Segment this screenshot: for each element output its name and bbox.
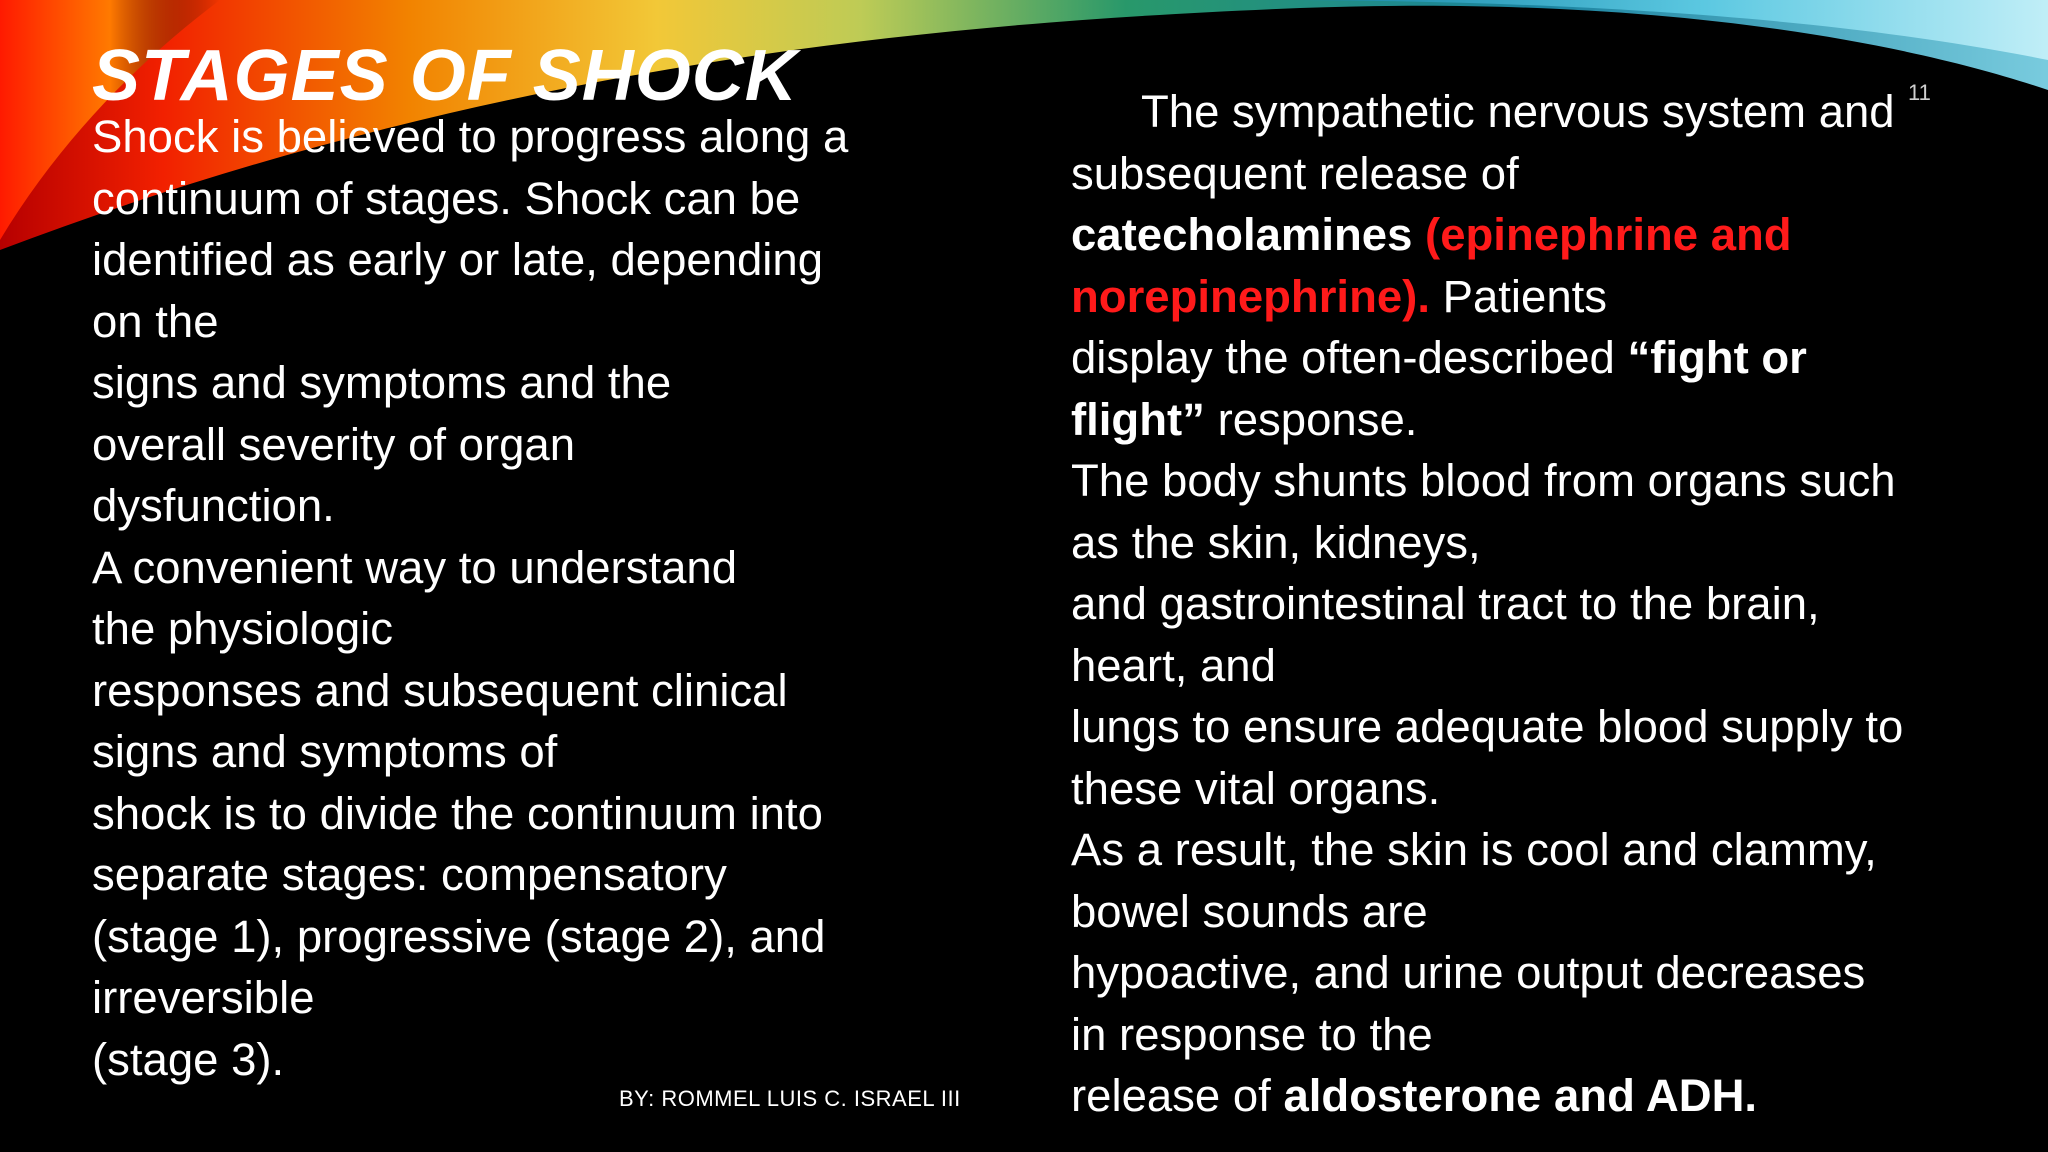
term-aldosterone-adh: aldosterone and ADH. [1283,1070,1758,1121]
slide-title: STAGES OF SHOCK [92,36,798,116]
text-line: the physiologic [92,603,393,654]
text-line: continuum of stages. Shock can be [92,172,801,224]
text-line: bowel sounds are [1071,885,1428,937]
text-line: flight” response. [1071,393,1418,445]
text-line: identified as early or late, depending [92,234,824,285]
text-line: signs and symptoms of [92,726,558,777]
term-fight-or-flight: flight” [1071,393,1205,445]
text-line: shock is to divide the continuum into [92,787,823,839]
text-line: The sympathetic nervous system and [1141,86,1895,137]
text-line: on the [92,295,219,347]
text-line: signs and symptoms and the [92,357,672,408]
text-line: release of aldosterone and ADH. [1071,1070,1758,1121]
term-catecholamines: catecholamines [1071,209,1426,260]
page-number: 11 [1908,80,1931,105]
text-line: in response to the [1071,1008,1433,1060]
text-line: as the skin, kidneys, [1071,516,1481,568]
text-line: A convenient way to understand [92,541,738,593]
text-line [1071,204,2021,266]
text-line: lungs to ensure adequate blood supply to [1071,701,1904,752]
text-line: The body shunts blood from organs such [1071,455,1896,506]
text-line: (stage 3). [92,1033,285,1085]
text-line: irreversible [92,972,315,1023]
text-line: As a result, the skin is cool and clammy, [1071,824,1877,875]
term-fight-or-flight: “fight or [1627,332,1807,383]
highlight-text: norepinephrine). [1071,270,1430,322]
text-line: subsequent release of [1071,147,1519,199]
text-line: Shock is believed to progress along a [92,111,849,162]
text-line: these vital organs. [1071,762,1441,814]
text-line: responses and subsequent clinical [92,664,788,716]
right-text-column [1071,81,2021,1127]
text-line: display the often-described “fight or [1071,332,1807,383]
text-line: separate stages: compensatory [92,849,727,900]
left-text-column [92,106,992,1090]
text-line: hypoactive, and urine output decreases [1071,947,1866,998]
text-line: and gastrointestinal tract to the brain, [1071,578,1820,629]
text-line: dysfunction. [92,480,335,531]
text-line: norepinephrine). Patients [1071,270,1608,322]
highlight-text: (epinephrine and [1425,209,1792,260]
text-line: overall severity of organ [92,418,576,470]
text-line: heart, and [1071,639,1276,691]
text-line: (stage 1), progressive (stage 2), and [92,910,826,962]
author-byline: BY: ROMMEL LUIS C. ISRAEL III [619,1086,961,1111]
